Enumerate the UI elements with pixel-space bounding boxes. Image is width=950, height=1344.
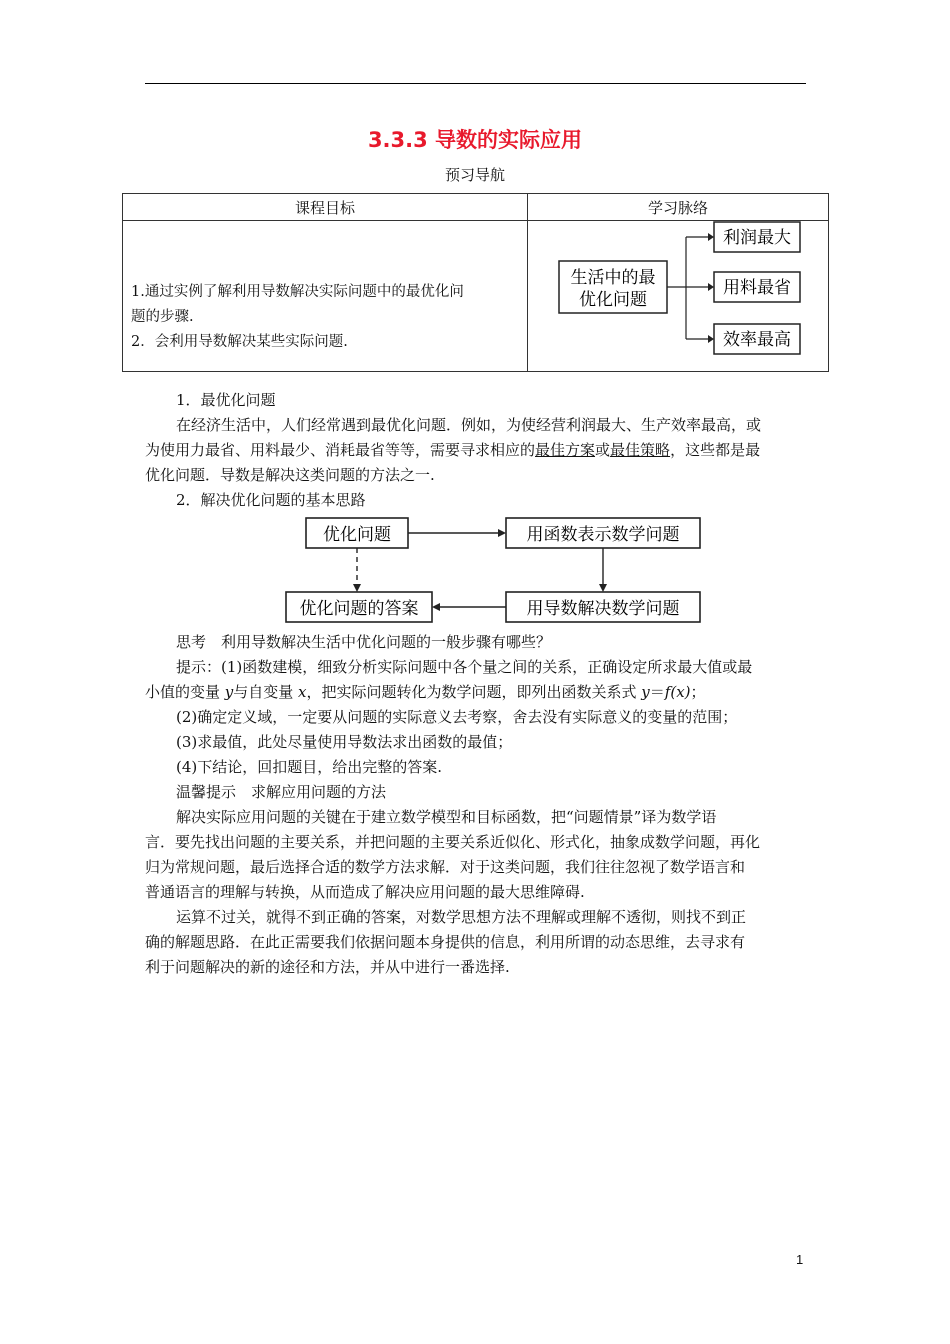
section1-heading: 1．最优化问题 (176, 391, 276, 409)
header-rule (145, 83, 806, 84)
root-label: 优化问题 (579, 290, 647, 310)
flow-label-d: 优化问题的答案 (299, 599, 419, 619)
tip-heading: 温馨提示 求解应用问题的方法 (176, 783, 387, 801)
paragraph-line: 解决实际应用问题的关键在于建立数学模型和目标函数，把“问题情景”译为数学语 (176, 808, 717, 826)
goal-line: 题的步骤. (131, 309, 194, 325)
branch-label: 用料最省 (723, 278, 791, 298)
flow-label-c: 用导数解决数学问题 (526, 599, 680, 619)
preview-table (122, 193, 829, 372)
paragraph-line: 小值的变量 y与自变量 x，把实际问题转化为数学问题，即列出函数关系式 y＝f(x)； (145, 683, 706, 701)
flow-diagram (282, 514, 712, 624)
paragraph-line: (2)确定定义域，一定要从问题的实际意义去考察，舍去没有实际意义的变量的范围； (176, 708, 738, 726)
paragraph-line: 利于问题解决的新的途径和方法，并从中进行一番选择. (145, 958, 510, 976)
paragraph-line: (3)求最值，此处尽量使用导数法求出函数的最值； (176, 733, 513, 751)
paragraph-line: 言．要先找出问题的主要关系，并把问题的主要关系近似化、形式化，抽象成数学问题，再化 (145, 833, 761, 851)
goal-line: 1.通过实例了解利用导数解决实际问题中的最优化问 (131, 284, 464, 300)
branch-label: 利润最大 (723, 228, 791, 248)
col-header-outline: 学习脉络 (528, 194, 829, 221)
paragraph-line: (4)下结论，回扣题目，给出完整的答案. (176, 758, 443, 776)
flow-label-b: 用函数表示数学问题 (526, 525, 680, 545)
flow-label-a: 优化问题 (323, 525, 391, 545)
paragraph-line: 提示：(1)函数建模，细致分析实际问题中各个量之间的关系，正确设定所求最大值或最 (176, 658, 753, 676)
page-number: 1 (796, 1252, 804, 1267)
outline-diagram (528, 221, 828, 367)
goal-line: 2．会利用导数解决某些实际问题. (131, 334, 348, 350)
outline-cell (528, 221, 829, 372)
goals-cell (123, 221, 528, 372)
paragraph-line: 确的解题思路．在此正需要我们依据问题本身提供的信息，利用所谓的动态思维，去寻求有 (145, 933, 746, 951)
think-question: 思考 利用导数解决生活中优化问题的一般步骤有哪些？ (176, 633, 552, 651)
branch-label: 效率最高 (723, 330, 791, 350)
paragraph-line: 普通语言的理解与转换，从而造成了解决应用问题的最大思维障碍. (145, 883, 585, 901)
underlined-term: 最佳方案 (535, 441, 596, 459)
root-label: 生活中的最 (570, 268, 656, 288)
underlined-term: 最佳策略 (610, 441, 671, 459)
section2-heading: 2．解决优化问题的基本思路 (176, 491, 366, 509)
paragraph-line: 为使用力最省、用料最少、消耗最省等等，需要寻求相应的最佳方案或最佳策略，这些都是最 (145, 441, 761, 459)
col-header-goals: 课程目标 (123, 194, 528, 221)
paragraph-line: 优化问题．导数是解决这类问题的方法之一. (145, 466, 435, 484)
paragraph-line: 归为常规问题，最后选择合适的数学方法求解．对于这类问题，我们往往忽视了数学语言和 (145, 858, 746, 876)
paragraph-line: 运算不过关，就得不到正确的答案，对数学思想方法不理解或理解不透彻，则找不到正 (176, 908, 747, 926)
paragraph-line: 在经济生活中，人们经常遇到最优化问题．例如，为使经营利润最大、生产效率最高，或 (176, 416, 762, 434)
page-title: 3.3.3 导数的实际应用 (367, 128, 583, 152)
page-subtitle: 预习导航 (444, 166, 505, 184)
